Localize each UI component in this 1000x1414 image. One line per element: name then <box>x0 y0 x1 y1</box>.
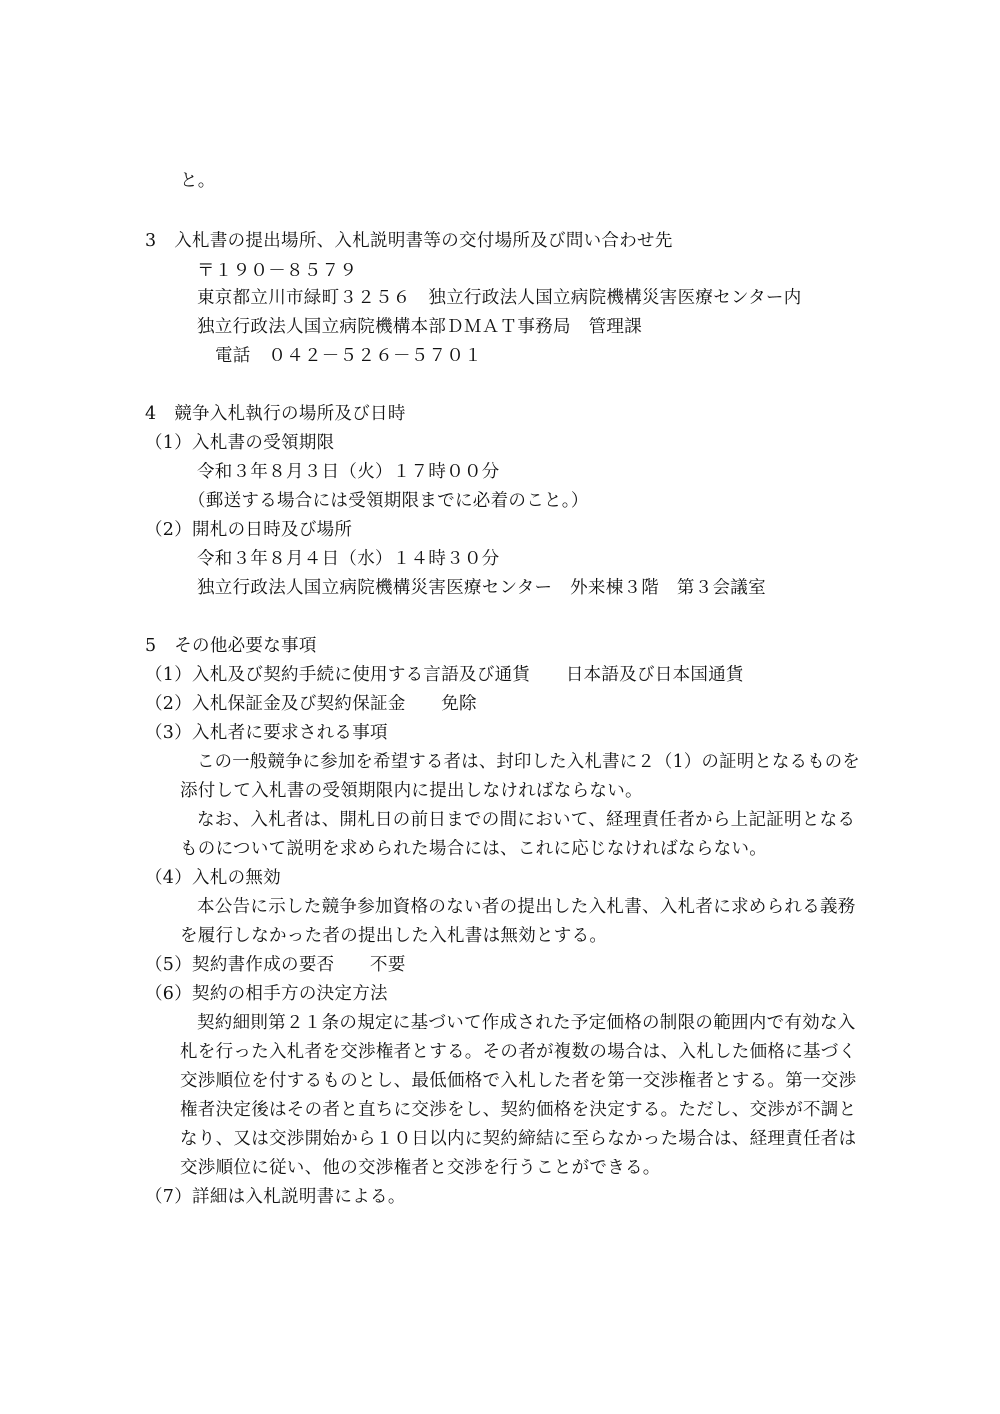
subsection-4-1: （1）入札書の受領期限 <box>145 433 335 453</box>
paragraph-line: 交渉順位を付するものとし、最低価格で入札した者を第一交渉権者とする。第一交渉 <box>180 1071 857 1091</box>
deadline-datetime: 令和３年８月３日（火）１７時００分 <box>197 462 500 482</box>
paragraph-line: 交渉順位に従い、他の交渉権者と交渉を行うことができる。 <box>180 1158 661 1178</box>
phone-number: 電話 ０４２－５２６－５７０１ <box>215 346 482 366</box>
paragraph-line: ものについて説明を求められた場合には、これに応じなければならない。 <box>180 839 768 859</box>
paragraph-line: 添付して入札書の受領期限内に提出しなければならない。 <box>180 781 643 801</box>
section-4-heading: 4 競争入札執行の場所及び日時 <box>145 404 406 424</box>
mail-note: （郵送する場合には受領期限までに必着のこと。） <box>188 491 589 511</box>
subsection-5-3: （3）入札者に要求される事項 <box>145 723 388 743</box>
section-5-heading: 5 その他必要な事項 <box>145 636 317 656</box>
paragraph-line: この一般競争に参加を希望する者は、封印した入札書に２（1）の証明となるものを <box>197 752 861 772</box>
subsection-5-7: （7）詳細は入札説明書による。 <box>145 1187 406 1207</box>
opening-place: 独立行政法人国立病院機構災害医療センター 外来棟３階 第３会議室 <box>197 578 766 598</box>
paragraph-line: 契約細則第２１条の規定に基づいて作成された予定価格の制限の範囲内で有効な入 <box>197 1013 856 1033</box>
subsection-5-6: （6）契約の相手方の決定方法 <box>145 984 388 1004</box>
postal-code: 〒１９０－８５７９ <box>197 261 358 281</box>
section-3-heading: 3 入札書の提出場所、入札説明書等の交付場所及び問い合わせ先 <box>145 231 673 251</box>
paragraph-line: なお、入札者は、開札日の前日までの間において、経理責任者から上記証明となる <box>197 810 856 830</box>
continued-text: と。 <box>180 171 216 191</box>
subsection-5-5: （5）契約書作成の要否 不要 <box>145 955 406 975</box>
office-name: 独立行政法人国立病院機構本部ＤＭＡＴ事務局 管理課 <box>197 317 642 337</box>
paragraph-line: 権者決定後はその者と直ちに交渉をし、契約価格を決定する。ただし、交渉が不調と <box>180 1100 857 1120</box>
address: 東京都立川市緑町３２５６ 独立行政法人国立病院機構災害医療センター内 <box>197 288 802 308</box>
paragraph-line: なり、又は交渉開始から１０日以内に契約締結に至らなかった場合は、経理責任者は <box>180 1129 857 1149</box>
subsection-5-2: （2）入札保証金及び契約保証金 免除 <box>145 694 477 714</box>
paragraph-line: 本公告に示した競争参加資格のない者の提出した入札書、入札者に求められる義務 <box>197 897 856 917</box>
paragraph-line: 札を行った入札者を交渉権者とする。その者が複数の場合は、入札した価格に基づく <box>180 1042 857 1062</box>
subsection-5-4: （4）入札の無効 <box>145 868 282 888</box>
opening-datetime: 令和３年８月４日（水）１４時３０分 <box>197 549 500 569</box>
subsection-5-1: （1）入札及び契約手続に使用する言語及び通貨 日本語及び日本国通貨 <box>145 665 744 685</box>
paragraph-line: を履行しなかった者の提出した入札書は無効とする。 <box>180 926 608 946</box>
subsection-4-2: （2）開札の日時及び場所 <box>145 520 353 540</box>
